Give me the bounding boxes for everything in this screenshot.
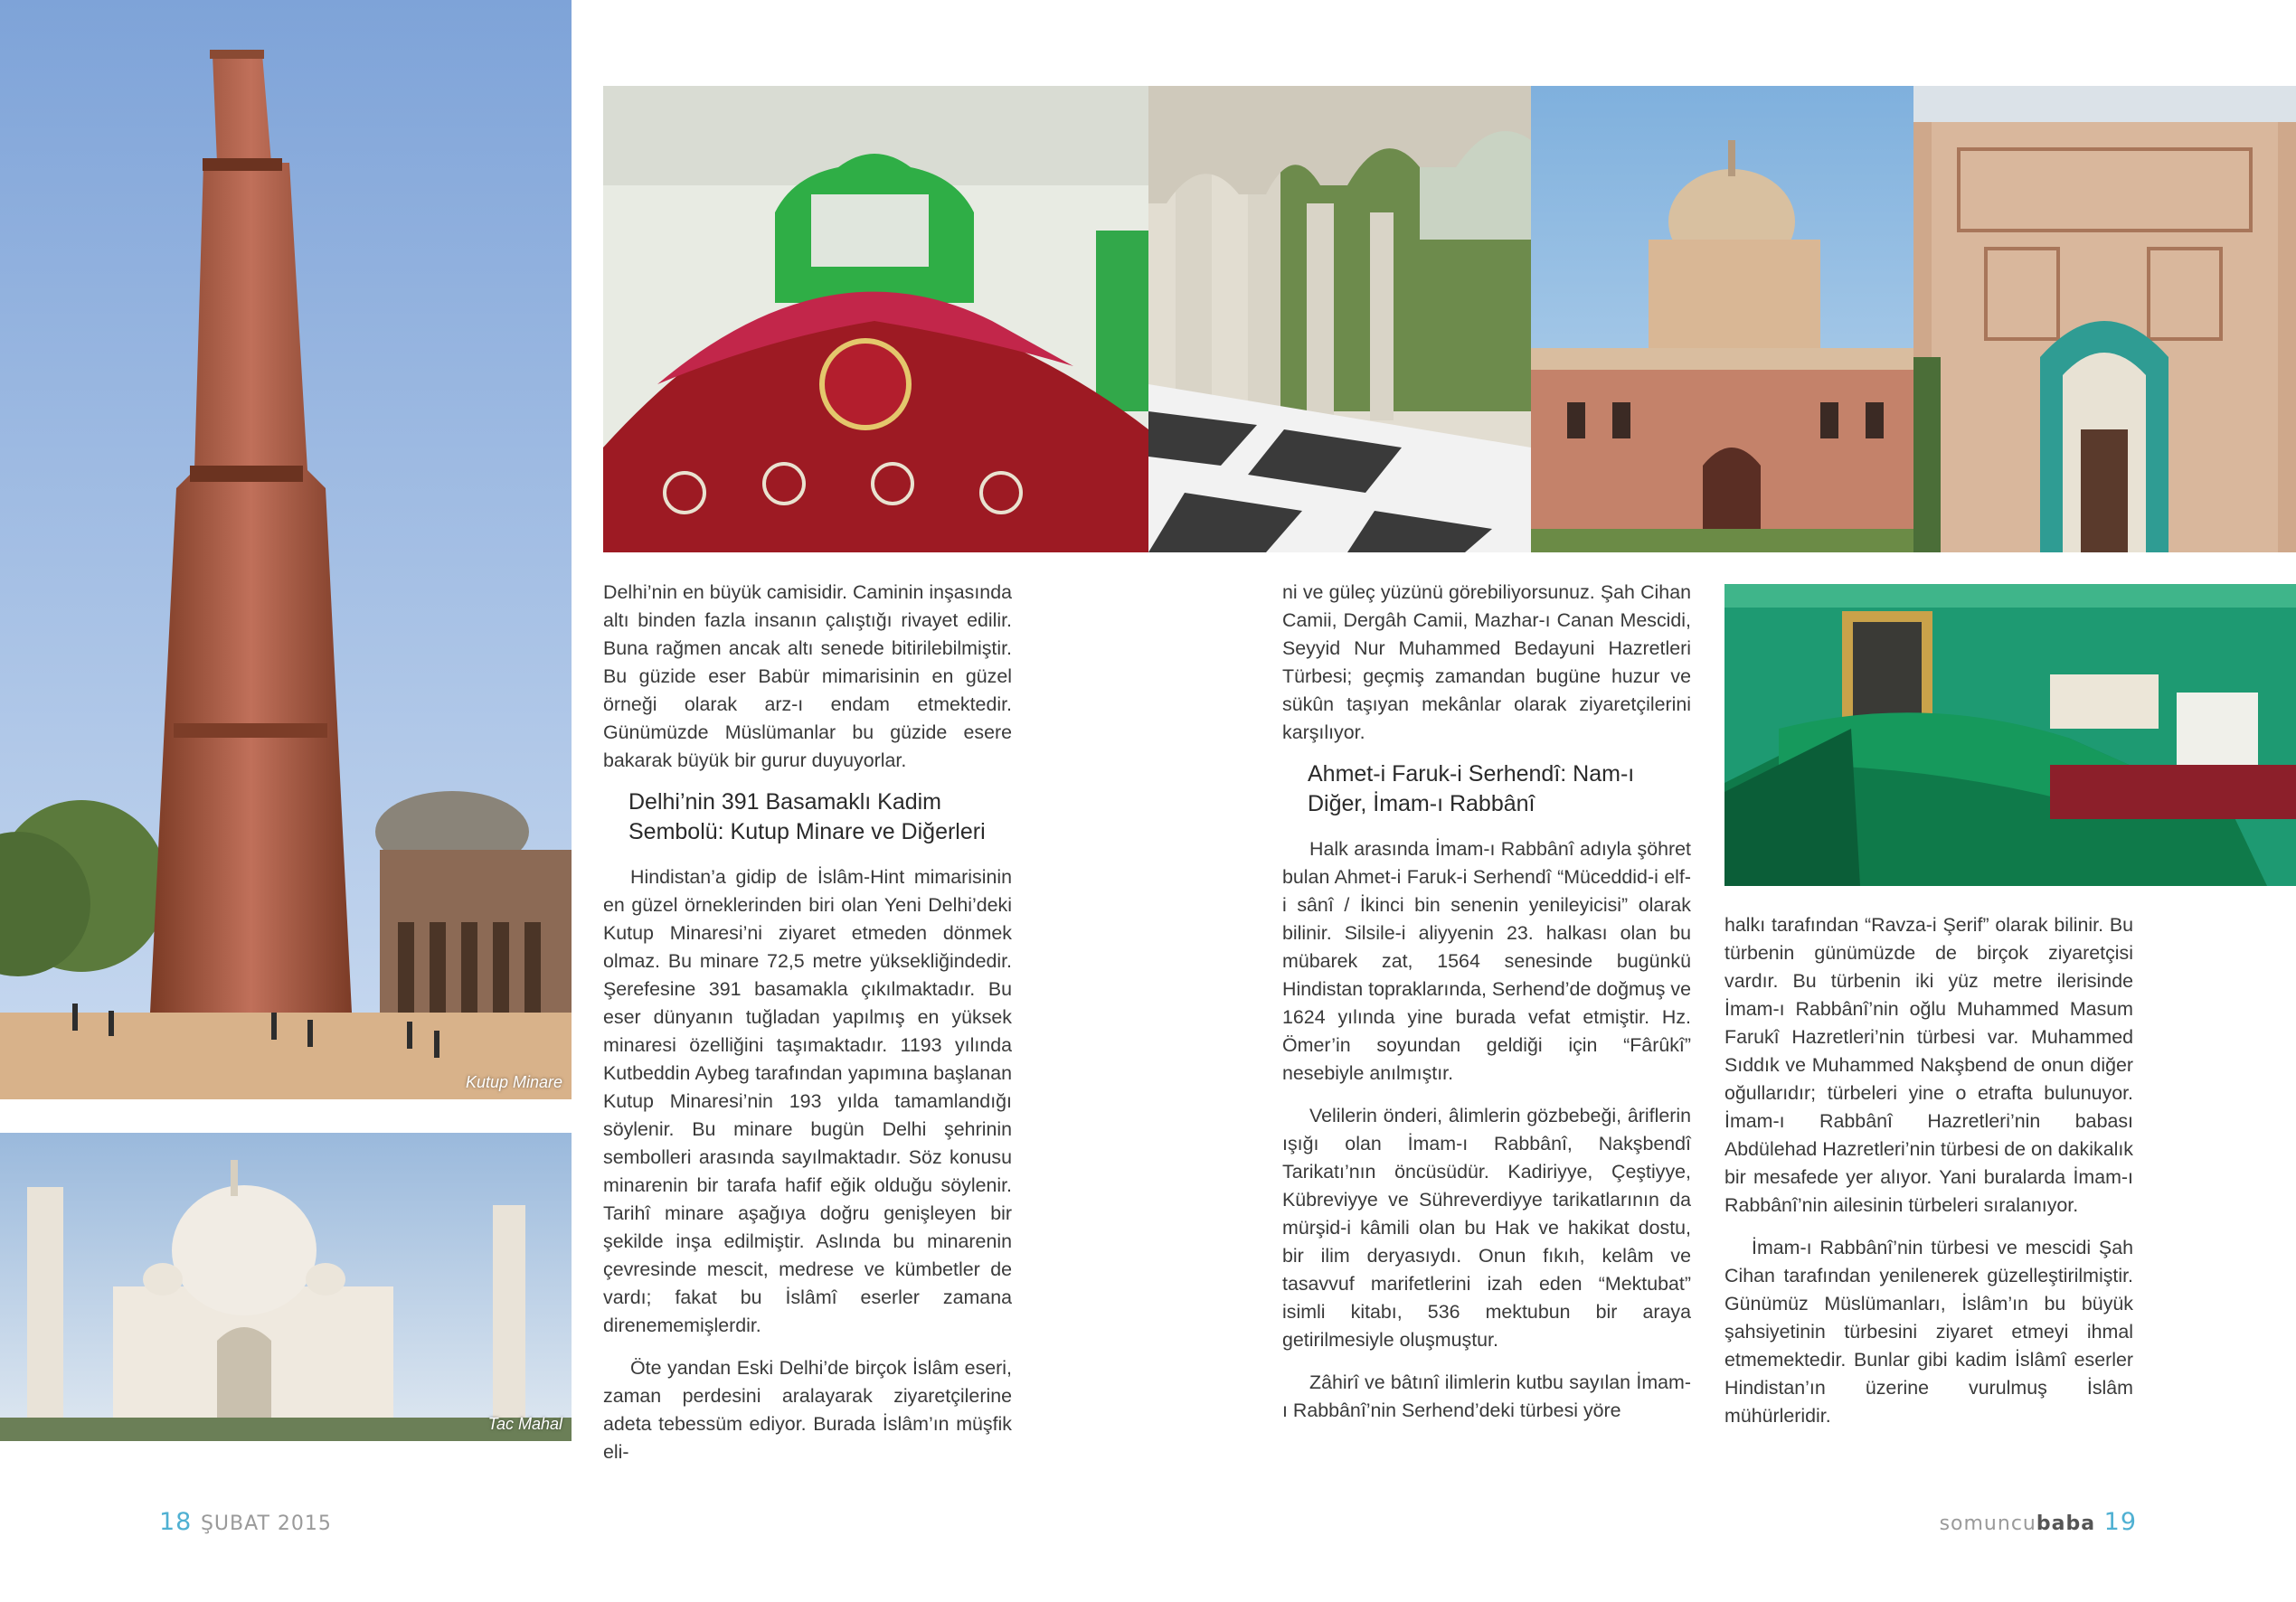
paragraph: Hindistan’a gidip de İslâm-Hint mimarisinin en güzel örneklerinden biri olan Yeni Delhi’deki Kutup Minaresi’ni ziyaret etmeden dönmek olmaz. Bu minare 72,5 metre yüksekliğindedir. Şerefesine 391 basamakla çıkılmaktadır. Bu eser dünyanın tuğladan yapılmış en yüksek minaresi özelliğini taşımaktadır. 1193 yılında Kutbeddin Aybeg tarafından yapımına başlanan Kutup Minaresi’nin 193 yılda tamamlandığı söylenir. Bu minare bugün Delhi şehrinin sembolleri arasında sayılmaktadır. Söz konusu minarenin bir tarafa hafif eğik olduğu söylenir. Tarihî minare aşağıya doğru genişleyen bir şekilde inşa edilmiştir. Aslında bu minarenin çevresinde mescit, medrese ve kümbetler de vardı; fakat bu İslâmî eserler zamana direnememişlerdir. [603, 866, 1012, 1336]
photo-ornate-gate [1913, 86, 2296, 552]
paragraph: İmam-ı Rabbânî’nin türbesi ve mescidi Şah Cihan tarafından yenilenerek güzelleştirilmiştir. Günümüz Müslümanları, İslâm’ın bu büyük şahsiyetinin türbesini ziyaret etmeyi ihmal etmemektedir. Bunlar gibi kadim İslâmî eserler Hindistan’ın üzerine vurulmuş İslâm mühürleridir. [1724, 1237, 2133, 1427]
text-column-1 [603, 579, 1012, 1466]
folio-right [1940, 1508, 2137, 1536]
photo-kutup-minare [0, 0, 572, 1099]
paragraph: Delhi’nin en büyük camisidir. Caminin inşasında altı binden fazla insanın çalıştığı rivayet edilir. Buna rağmen ancak altı senede bitirilebilmiştir. Bu güzide eser Babür mimarisinin en güzel örneği olarak arz-ı endam etmektedir. Günümüzde Müslümanlar bu güzide esere bakarak büyük bir gurur duyuyorlar. [603, 581, 1012, 771]
section-heading-imam: Ahmet-i Faruk-i Serhendî: Nam-ı Diğer, İmam-ı Rabbânî [1308, 761, 1635, 816]
paragraph: Halk arasında İmam-ı Rabbânî adıyla şöhret bulan Ahmet-i Faruk-i Serhendî “Müceddid-i elf-i sânî / İkinci bin senenin yenileyicisi” olarak bilinir. Silsile-i aliyyenin 23. halkası olan bu mübarek zat, 1564 senesinde bugünkü Hindistan topraklarında, Serhend’de doğmuş ve 1624 yılında yine burada vefat etmiştir. Hz. Ömer’in soyundan geldiği için “Fârûkî” nesebiyle anılmıştır. [1282, 838, 1691, 1084]
paragraph: Öte yandan Eski Delhi’de birçok İslâm eseri, zaman perdesini aralayarak ziyaretçilerine adeta tebessüm ediyor. Burada İslâm’ın müşfik eli- [603, 1357, 1012, 1463]
paragraph: halkı tarafından “Ravza-i Şerif” olarak bilinir. Bu türbenin günümüzde de birçok ziyaretçisi vardır. Bu türbenin iki yüz metre ilerisinde İmam-ı Rabbânî’nin oğlu Muhammed Masum Farukî Hazretleri’nin türbesi var. Muhammed Sıddık ve Muhammed Nakşbend de onun diğer oğullarıdır; türbeleri yine o etrafta bulunuyor. İmam-ı Rabbânî Hazretleri’nin babası Abdülehad Hazretleri’nin türbesi de on dakikalık bir mesafede yer alıyor. Yani buralarda İmam-ı Rabbânî’nin ailesinin türbeleri sıralanıyor. [1724, 914, 2133, 1216]
brand-logo: somuncubaba [1939, 1512, 2096, 1535]
section-heading-kutup: Delhi’nin 391 Basamaklı Kadim Sembolü: Kutup Minare ve Diğerleri [628, 789, 986, 844]
photo-domed-building [1531, 86, 1913, 552]
issue-date: ŞUBAT 2015 [200, 1512, 332, 1535]
photo-green-tomb [1724, 584, 2296, 886]
paragraph: ni ve güleç yüzünü görebiliyorsunuz. Şah Cihan Camii, Dergâh Camii, Mazhar-ı Canan Mescidi, Seyyid Nur Muhammed Bedayuni Hazretleri Türbesi; geçmiş zamandan bugüne huzur ve sükûn taşıyan mekânlar olarak ziyaretçilerini karşılıyor. [1282, 581, 1691, 743]
caption-kutup-minare: Kutup Minare [465, 1073, 562, 1091]
text-column-2 [1282, 579, 1691, 1425]
photo-tomb-red-cover [603, 86, 1148, 552]
caption-tac-mahal: Tac Mahal [487, 1415, 562, 1433]
folio-left [159, 1508, 332, 1536]
photo-tac-mahal [0, 1133, 572, 1441]
photo-arched-corridor [1148, 86, 1531, 552]
paragraph: Velilerin önderi, âlimlerin gözbebeği, âriflerin ışığı olan İmam-ı Rabbânî, Nakşbendî Tarikatı’nın öncüsüdür. Kadiriyye, Çeştiyye, Kübreviyye ve Sühreverdiyye tarikatlarının da mürşid-i kâmili olan bu Hak ve hakikat dostu, bir ilim deryasıydı. Onun fıkıh, kelâm ve tasavvuf marifetlerini izah eden “Mektubat” isimli kitabı, 536 mektubun bir araya getirilmesiyle oluşmuştur. [1282, 1105, 1691, 1351]
page-number-left: 18 [159, 1508, 193, 1536]
text-column-3 [1724, 911, 2133, 1430]
page-number-right: 19 [2103, 1508, 2137, 1536]
paragraph: Zâhirî ve bâtınî ilimlerin kutbu sayılan İmam-ı Rabbânî’nin Serhend’deki türbesi yöre [1282, 1371, 1691, 1421]
